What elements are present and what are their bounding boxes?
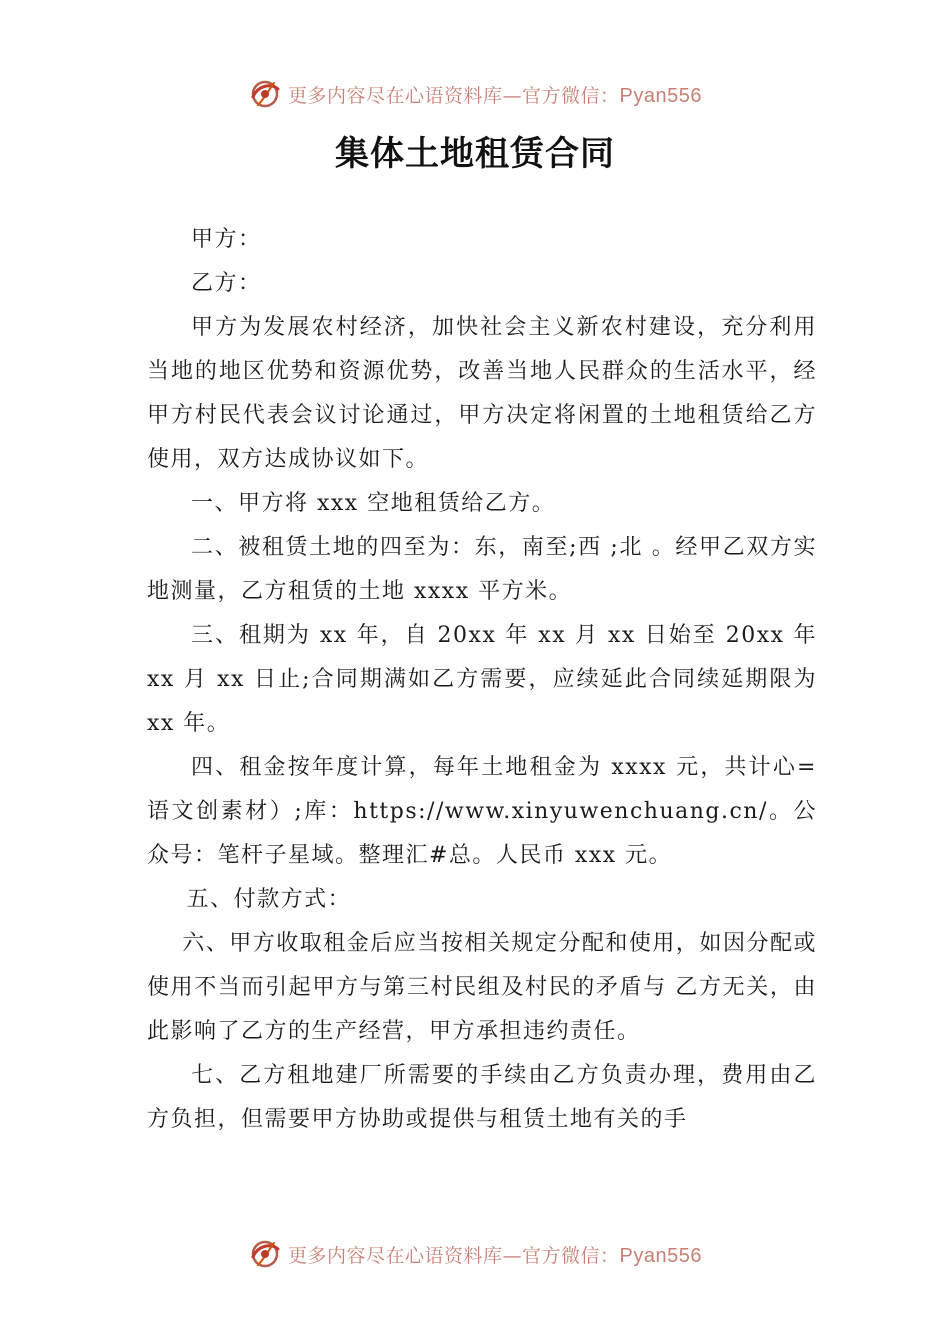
watermark-text (288, 1241, 702, 1268)
watermark-banner-top (0, 74, 950, 114)
watermark-text-cn: 更多内容尽在心语资料库—官方微信： (288, 84, 620, 107)
clause-4: 四、租金按年度计算，每年土地租金为 xxxx 元，共计心=语文创素材）;库：https://www.xinyuwenchuang.cn/。公众号：笔杆子星域。整理汇#总。人民币 xxx 元。 (147, 755, 817, 868)
ribbon-wreath-icon (248, 1237, 282, 1271)
clause-1: 一、甲方将 xxx 空地租赁给乙方。 (191, 491, 556, 516)
watermark-wechat-id: Pyan556 (619, 1244, 702, 1267)
clause-7: 七、乙方租地建厂所需要的手续由乙方负责办理，费用由乙方负担，但需要甲方协助或提供与租赁土地有关的手 (147, 1063, 817, 1132)
clause-2: 二、被租赁土地的四至为：东，南至;西 ;北 。经甲乙双方实地测量，乙方租赁的土地 xxxx 平方米。 (147, 535, 817, 604)
document-body (147, 218, 817, 1142)
watermark-text-cn: 更多内容尽在心语资料库—官方微信： (288, 1244, 620, 1267)
clause-5: 五、付款方式： (186, 887, 352, 912)
clause-6: 六、甲方收取租金后应当按相关规定分配和使用，如因分配或使用不当而引起甲方与第三村民组及村民的矛盾与 乙方无关，由此影响了乙方的生产经营，甲方承担违约责任。 (147, 931, 817, 1044)
ribbon-wreath-icon (248, 77, 282, 111)
watermark-text (288, 81, 702, 108)
watermark-wechat-id: Pyan556 (619, 84, 702, 107)
party-b-line: 乙方： (191, 271, 262, 296)
document-title: 集体土地租赁合同 (335, 134, 615, 174)
watermark-banner-bottom (0, 1234, 950, 1274)
clause-3: 三、租期为 xx 年，自 20xx 年 xx 月 xx 日始至 20xx 年 xx 月 xx 日止;合同期满如乙方需要，应续延此合同续延期限为 xx 年。 (147, 623, 817, 736)
party-a-line: 甲方： (191, 227, 262, 252)
preamble-paragraph: 甲方为发展农村经济，加快社会主义新农村建设，充分利用当地的地区优势和资源优势，改善当地人民群众的生活水平，经甲方村民代表会议讨论通过，甲方决定将闲置的土地租赁给乙方使用，双方达成协议如下。 (147, 315, 817, 472)
